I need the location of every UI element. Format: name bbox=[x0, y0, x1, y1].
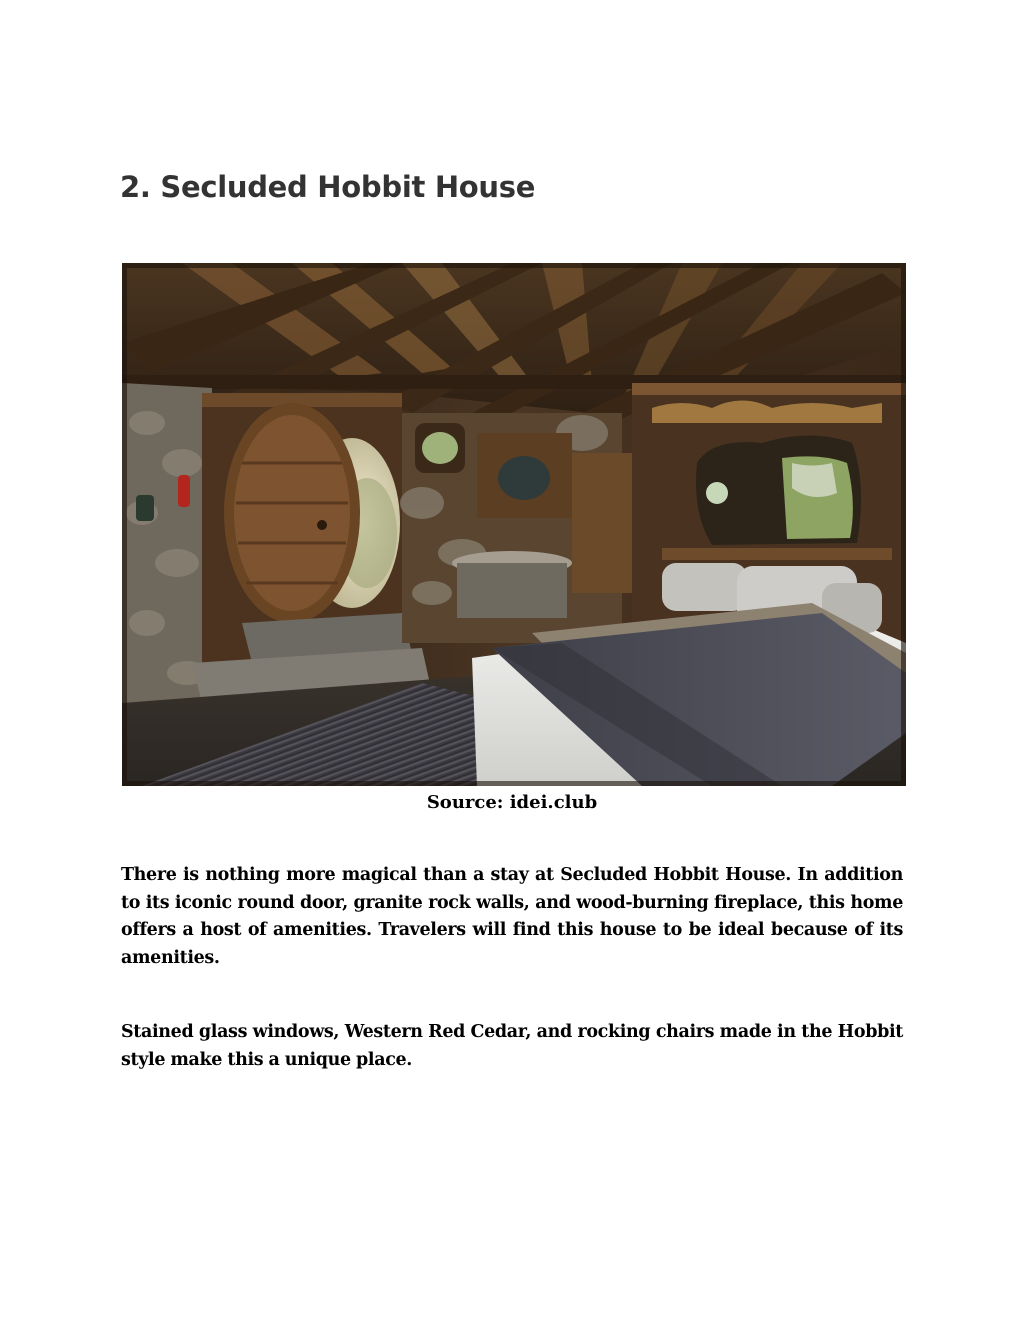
section-heading: 2. Secluded Hobbit House bbox=[120, 170, 536, 204]
hobbit-house-photo bbox=[122, 263, 906, 786]
body-paragraph: There is nothing more magical than a stay at Secluded Hobbit House. In addition to its iconic round door, granite rock walls, and wood-burning fireplace, this home offers a host of amenities. Travelers will find this house to be ideal because of its amenities. bbox=[121, 865, 903, 968]
body-paragraph: Stained glass windows, Western Red Cedar, and rocking chairs made in the Hobbit style make this a unique place. bbox=[121, 1022, 903, 1070]
image-caption: Source: idei.club bbox=[426, 792, 598, 813]
